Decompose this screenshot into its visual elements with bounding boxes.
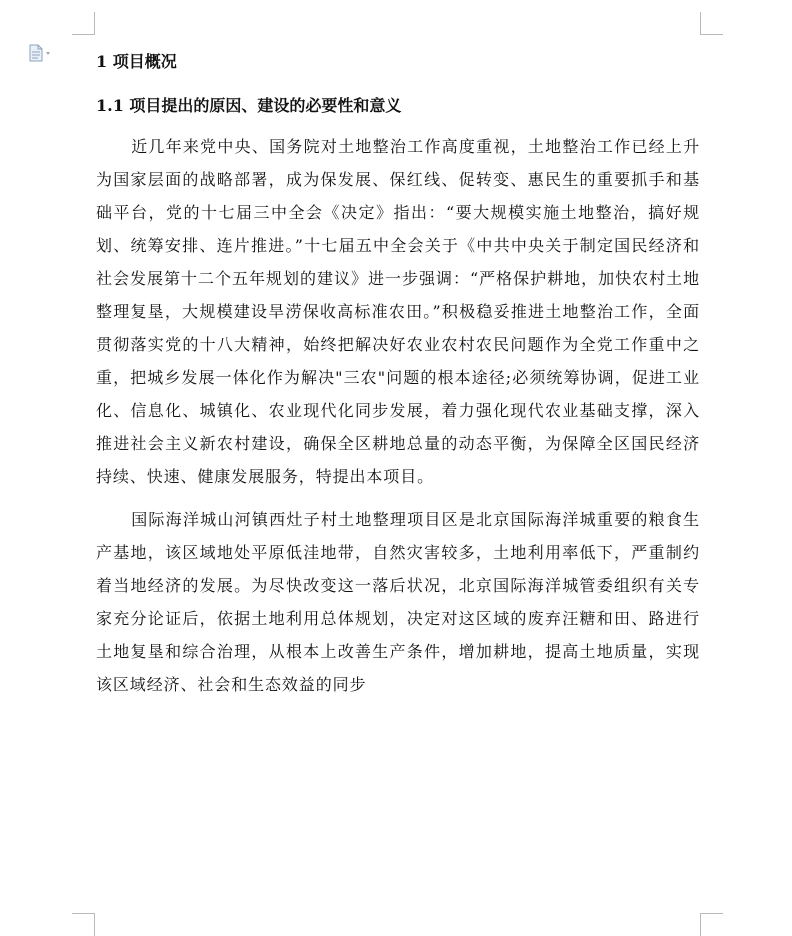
margin-corner-bottom-right (700, 913, 723, 936)
margin-corner-top-left (72, 12, 95, 35)
margin-corner-top-right (700, 12, 723, 35)
document-icon[interactable] (28, 44, 52, 64)
body-paragraph: 国际海洋城山河镇西灶子村土地整理项目区是北京国际海洋城重要的粮食生产基地，该区域地处平原低洼地带，自然灾害较多，土地利用率低下，严重制约着当地经济的发展。为尽快改变这一落后状况，北京国际海洋城管委组织有关专家充分论证后，依据土地利用总体规划，决定对这区域的废弃汪糖和田、路进行土地复垦和综合治理，从根本上改善生产条件，增加耕地，提高土地质量，实现该区域经济、社会和生态效益的同步 (96, 510, 700, 694)
body-paragraph: 近几年来党中央、国务院对土地整治工作高度重视，土地整治工作已经上升为国家层面的战略部署，成为保发展、保红线、促转变、惠民生的重要抓手和基础平台，党的十七届三中全会《决定》指出：“要大规模实施土地整治，搞好规划、统筹安排、连片推进。”十七届五中全会关于《中共中央关于制定国民经济和社会发展第十二个五年规划的建议》进一步强调：“严格保护耕地，加快农村土地整理复垦，大规模建设旱涝保收高标准农田。”积极稳妥推进土地整治工作，全面贯彻落实党的十八大精神，始终把解决好农业农村农民问题作为全党工作重中之重，把城乡发展一体化作为解决"三农"问题的根本途径;必须统筹协调，促进工业化、信息化、城镇化、农业现代化同步发展，着力强化现代农业基础支撑，深入推进社会主义新农村建设，确保全区耕地总量的动态平衡，为保障全区国民经济持续、快速、健康发展服务，特提出本项目。 (96, 137, 700, 486)
document-body (96, 46, 700, 701)
margin-corner-bottom-left (72, 913, 95, 936)
heading-level-2: 1.1 项目提出的原因、建设的必要性和意义 (96, 96, 402, 115)
heading-level-1: 1 项目概况 (96, 52, 177, 71)
